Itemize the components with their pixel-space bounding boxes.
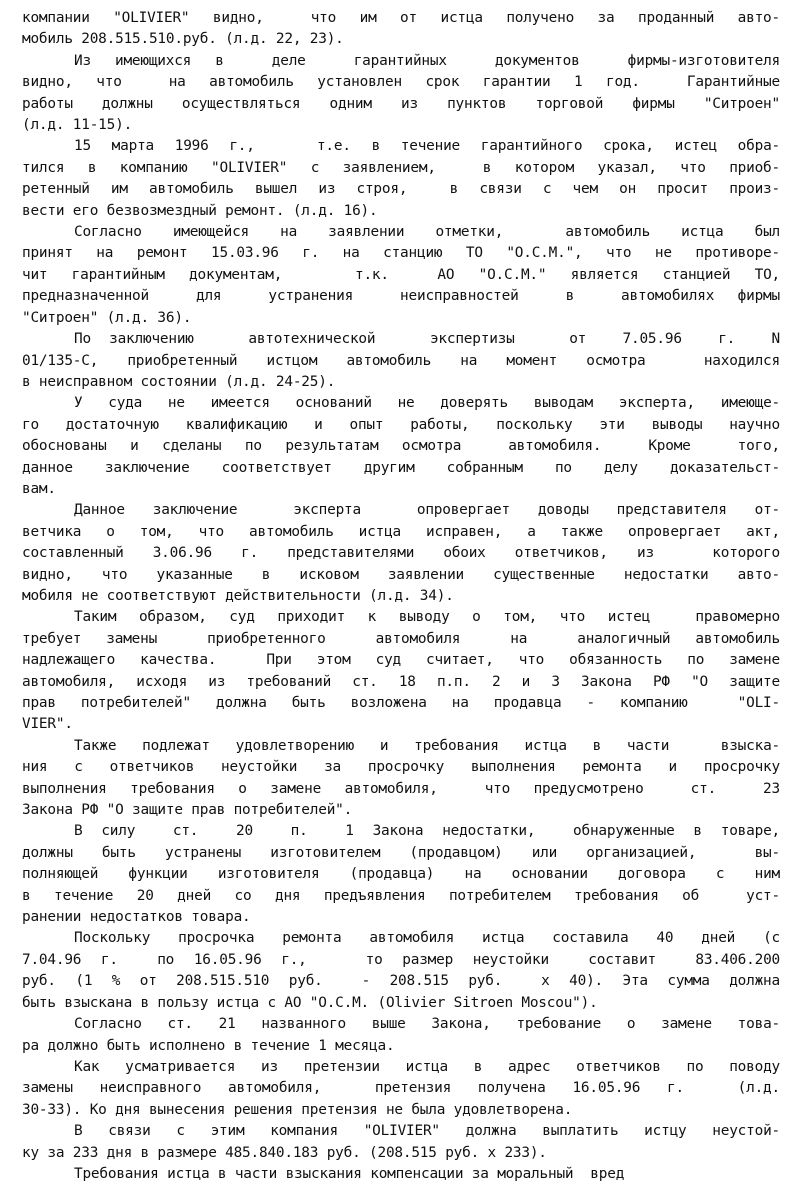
text-line: составленный 3.06.96 г. представителями обоих ответчиков, из которого xyxy=(22,545,780,562)
text-line: полняющей функции изготовителя (продавца) на основании договора с ним xyxy=(22,866,780,883)
text-line: в течение 20 дней со дня предъявления потребителем требования об уст- xyxy=(22,887,780,904)
text-line: замены неисправного автомобиля, претензия получена 16.05.96 г. (л.д. xyxy=(22,1080,780,1097)
text-line: ния с ответчиков неустойки за просрочку выполнения ремонта и просрочку xyxy=(22,759,780,776)
text-line: быть взыскана в пользу истца с АО "О.С.М. (Olivier Sitroen Moscou"). xyxy=(22,994,598,1011)
paragraph xyxy=(22,821,780,928)
text-line: 30-33). Ко дня вынесения решения претензия не была удовлетворена. xyxy=(22,1101,573,1118)
text-line: Данное заключение эксперта опровергает доводы представителя от- xyxy=(74,502,780,519)
text-line: Также подлежат удовлетворению и требования истца в части взыска- xyxy=(74,737,780,754)
text-line: чит гарантийным документам, т.к. АО "О.С.М." является станцией ТО, xyxy=(22,266,780,283)
text-line: Поскольку просрочка ремонта автомобиля истца составила 40 дней (с xyxy=(74,930,780,947)
text-line: го достаточную квалификацию и опыт работы, поскольку эти выводы научно xyxy=(22,416,780,433)
paragraph xyxy=(22,1164,780,1185)
paragraph xyxy=(22,136,780,222)
text-line: тился в компанию "OLIVIER" с заявлением, в котором указал, что приоб- xyxy=(22,159,780,176)
text-line: В силу ст. 20 п. 1 Закона недостатки, обнаруженные в товаре, xyxy=(74,823,780,840)
text-line: вам. xyxy=(22,480,56,497)
text-line: прав потребителей" должна быть возложена на продавца - компанию "OLI- xyxy=(22,695,780,711)
paragraph xyxy=(22,51,780,137)
text-line: мобиль 208.515.510.руб. (л.д. 22, 23). xyxy=(22,31,344,48)
text-line: данное заключение соответствует другим собранным по делу доказательст- xyxy=(22,459,780,476)
paragraph xyxy=(22,329,780,393)
text-line: должны быть устранены изготовителем (продавцом) или организацией, вы- xyxy=(22,844,780,861)
text-line: ку за 233 дня в размере 485.840.183 руб. (208.515 руб. х 233). xyxy=(22,1144,547,1161)
text-line: (л.д. 11-15). xyxy=(22,117,133,134)
text-line: в неисправном состоянии (л.д. 24-25). xyxy=(22,373,336,390)
text-line: В связи с этим компания "OLIVIER" должна выплатить истцу неустой- xyxy=(74,1123,780,1140)
text-line: Закона РФ "О защите прав потребителей". xyxy=(22,802,353,819)
paragraph xyxy=(22,222,780,329)
text-line: руб. (1 % от 208.515.510 руб. - 208.515 руб. х 40). Эта сумма должна xyxy=(22,973,780,990)
text-line: ра должно быть исполнено в течение 1 месяца. xyxy=(22,1037,395,1054)
text-line: VIER". xyxy=(22,716,73,733)
text-line: Таким образом, суд приходит к выводу о том, что истец правомерно xyxy=(74,609,780,626)
paragraph xyxy=(22,1057,780,1121)
paragraph xyxy=(22,736,780,822)
text-line: вести его безвозмездный ремонт. (л.д. 16). xyxy=(22,202,378,219)
text-line: Согласно ст. 21 названного выше Закона, требование о замене това- xyxy=(74,1016,780,1033)
paragraph xyxy=(22,607,780,735)
text-line: ветчика о том, что автомобиль истца исправен, а также опровергает акт, xyxy=(22,523,780,540)
text-line: ранении недостатков товара. xyxy=(22,909,251,926)
text-line: Из имеющихся в деле гарантийных документов фирмы-изготовителя xyxy=(74,52,780,69)
text-line: мобиля не соответствуют действительности (л.д. 34). xyxy=(22,587,454,604)
text-line: обоснованы и сделаны по результатам осмотра автомобиля. Кроме того, xyxy=(22,438,780,455)
text-line: работы должны осуществляться одним из пунктов торговой фирмы "Ситроен" xyxy=(22,95,780,112)
text-line: надлежащего качества. При этом суд считает, что обязанность по замене xyxy=(22,652,780,669)
text-line: По заключению автотехнической экспертизы от 7.05.96 г. N xyxy=(74,331,780,348)
text-line: Согласно имеющейся на заявлении отметки, автомобиль истца был xyxy=(74,224,780,241)
text-line: требует замены приобретенного автомобиля на аналогичный автомобиль xyxy=(22,630,780,647)
paragraph xyxy=(22,1014,780,1057)
text-line: автомобиля, исходя из требований ст. 18 п.п. 2 и 3 Закона РФ "О защите xyxy=(22,673,780,690)
text-line: выполнения требования о замене автомобиля, что предусмотрено ст. 23 xyxy=(22,780,780,797)
text-line: "Ситроен" (л.д. 36). xyxy=(22,309,192,326)
text-line: предназначенной для устранения неисправностей в автомобилях фирмы xyxy=(22,288,780,305)
text-line: ретенный им автомобиль вышел из строя, в связи с чем он просит произ- xyxy=(22,181,780,198)
paragraph xyxy=(22,500,780,607)
text-line: Требования истца в части взыскания компенсации за моральный вред xyxy=(74,1165,625,1182)
text-line: 7.04.96 г. по 16.05.96 г., то размер неустойки составит 83.406.200 xyxy=(22,951,780,968)
text-line: компании "OLIVIER" видно, что им от истца получено за проданный авто- xyxy=(22,10,780,26)
text-line: видно, что на автомобиль установлен срок гарантии 1 год. Гарантийные xyxy=(22,74,780,91)
text-line: 15 марта 1996 г., т.е. в течение гарантийного срока, истец обра- xyxy=(74,138,780,155)
text-line: 01/135-С, приобретенный истцом автомобиль на момент осмотра находился xyxy=(22,352,780,369)
text-line: принят на ремонт 15.03.96 г. на станцию ТО "О.С.М.", что не противоре- xyxy=(22,245,780,262)
paragraph xyxy=(22,928,780,1014)
paragraph xyxy=(22,1121,780,1164)
paragraph xyxy=(22,8,780,51)
text-line: Как усматривается из претензии истца в адрес ответчиков по поводу xyxy=(74,1058,780,1075)
text-line: У суда не имеется оснований не доверять выводам эксперта, имеюще- xyxy=(74,395,780,412)
text-line: видно, что указанные в исковом заявлении существенные недостатки авто- xyxy=(22,566,780,583)
paragraph xyxy=(22,393,780,500)
